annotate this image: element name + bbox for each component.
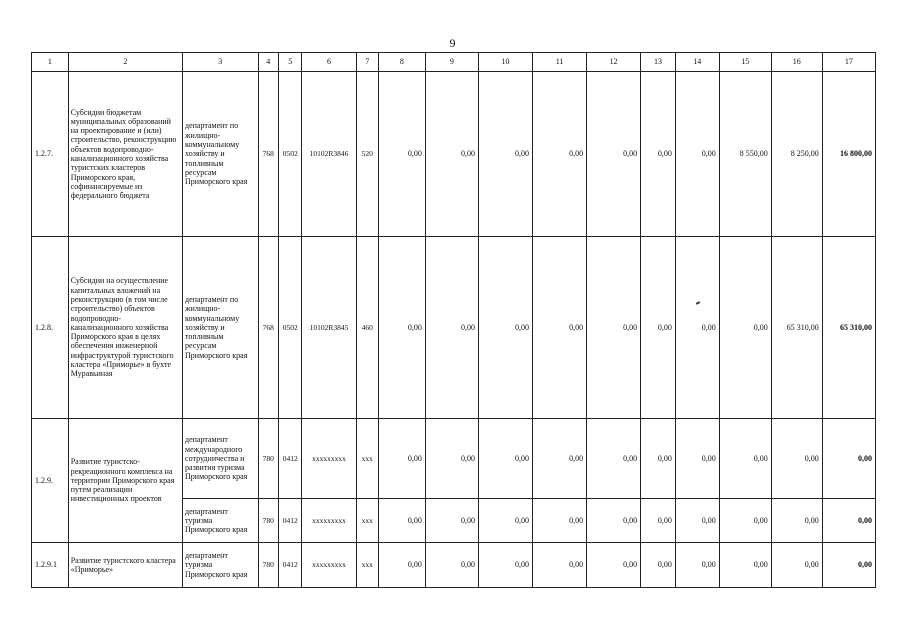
value-cell: 0,00	[641, 543, 676, 588]
value-cell: 0,00	[425, 419, 478, 499]
total-cell: 0,00	[822, 419, 875, 499]
code-section: 0412	[278, 499, 301, 543]
row-number: 1.2.7.	[32, 72, 69, 237]
value-cell: 0,00	[533, 543, 587, 588]
value-cell: 0,00	[675, 237, 719, 419]
column-header: 7	[356, 53, 378, 72]
row-executor: департамент по жилищно-коммунальному хозяйству и топливным ресурсам Приморского края	[183, 72, 259, 237]
value-cell: 0,00	[641, 72, 676, 237]
column-header: 16	[771, 53, 822, 72]
value-cell: 0,00	[675, 419, 719, 499]
value-cell: 0,00	[641, 419, 676, 499]
table-row	[32, 72, 876, 237]
column-header: 8	[378, 53, 425, 72]
value-cell: 0,00	[719, 419, 771, 499]
value-cell: 0,00	[771, 499, 822, 543]
code-expense-type: ххх	[356, 499, 378, 543]
header-row	[32, 53, 876, 72]
value-cell: 0,00	[719, 499, 771, 543]
column-header: 1	[32, 53, 69, 72]
value-cell: 0,00	[533, 237, 587, 419]
value-cell: 0,00	[425, 237, 478, 419]
value-cell: 0,00	[719, 237, 771, 419]
value-cell: 0,00	[771, 419, 822, 499]
value-cell: 0,00	[478, 237, 532, 419]
value-cell: 0,00	[587, 499, 641, 543]
column-header: 12	[587, 53, 641, 72]
value-cell: 0,00	[378, 419, 425, 499]
column-header: 14	[675, 53, 719, 72]
code-ministry: 780	[258, 543, 278, 588]
value-cell: 0,00	[378, 72, 425, 237]
table-row	[32, 543, 876, 588]
total-cell: 16 800,00	[822, 72, 875, 237]
column-header: 10	[478, 53, 532, 72]
code-target: 10102R3846	[302, 72, 356, 237]
code-ministry: 780	[258, 419, 278, 499]
value-cell: 0,00	[378, 237, 425, 419]
value-cell: 0,00	[587, 72, 641, 237]
row-executor: департамент туризма Приморского края	[183, 543, 259, 588]
value-cell: 0,00	[425, 543, 478, 588]
column-header: 9	[425, 53, 478, 72]
total-cell: 65 310,00	[822, 237, 875, 419]
code-ministry: 768	[258, 72, 278, 237]
value-cell: 0,00	[771, 543, 822, 588]
value-cell: 0,00	[478, 72, 532, 237]
code-target: ххххххххх	[302, 419, 356, 499]
row-executor: департамент туризма Приморского края	[183, 499, 259, 543]
row-title: Развитие туристско-рекреационного комплекса на территории Приморского края путем реализации инвестиционных проектов	[68, 419, 182, 543]
value-cell: 0,00	[719, 543, 771, 588]
code-target: ххххххххх	[302, 499, 356, 543]
row-executor: департамент по жилищно-коммунальному хозяйству и топливным ресурсам Приморского края	[183, 237, 259, 419]
page-number: 9	[449, 36, 456, 50]
code-section: 0412	[278, 543, 301, 588]
budget-table	[31, 52, 876, 588]
row-executor: департамент международного сотрудничества и развития туризма Приморского края	[183, 419, 259, 499]
value-cell: 0,00	[478, 499, 532, 543]
row-title: Субсидии бюджетам муниципальных образований на проектирование и (или) строительство, реконструкцию объектов водопроводно-канализационного хозяйства туристских кластеров Приморского края, софинансируемые из федерального бюджета	[68, 72, 182, 237]
code-target: ххххххххх	[302, 543, 356, 588]
value-cell: 0,00	[641, 237, 676, 419]
column-header: 4	[258, 53, 278, 72]
value-cell: 0,00	[641, 499, 676, 543]
total-cell: 0,00	[822, 543, 875, 588]
value-cell: 8 250,00	[771, 72, 822, 237]
value-cell: 0,00	[587, 543, 641, 588]
value-cell: 0,00	[675, 72, 719, 237]
code-expense-type: 460	[356, 237, 378, 419]
value-cell: 0,00	[533, 419, 587, 499]
value-cell: 0,00	[587, 237, 641, 419]
row-title: Развитие туристского кластера «Приморье»	[68, 543, 182, 588]
code-section: 0502	[278, 72, 301, 237]
row-title: Субсидии на осуществление капитальных вложений на реконструкцию (в том числе строительство) объектов водопроводно-канализационного хозяйства Приморского края в целях обеспечения инженерной инфраструктурой туристского кластера «Приморье» в бухте Муравьиная	[68, 237, 182, 419]
code-section: 0502	[278, 237, 301, 419]
value-cell: 65 310,00	[771, 237, 822, 419]
code-ministry: 768	[258, 237, 278, 419]
value-cell: 0,00	[478, 543, 532, 588]
column-header: 15	[719, 53, 771, 72]
value-cell: 0,00	[378, 543, 425, 588]
column-header: 6	[302, 53, 356, 72]
code-expense-type: ххх	[356, 543, 378, 588]
value-cell: 0,00	[533, 499, 587, 543]
value-cell: 0,00	[675, 543, 719, 588]
row-number: 1.2.9.1	[32, 543, 69, 588]
code-expense-type: 520	[356, 72, 378, 237]
total-cell: 0,00	[822, 499, 875, 543]
table-row	[32, 237, 876, 419]
column-header: 2	[68, 53, 182, 72]
column-header: 3	[183, 53, 259, 72]
value-cell: 0,00	[587, 419, 641, 499]
value-cell: 0,00	[675, 499, 719, 543]
column-header: 5	[278, 53, 301, 72]
code-expense-type: ххх	[356, 419, 378, 499]
code-section: 0412	[278, 419, 301, 499]
row-number: 1.2.8.	[32, 237, 69, 419]
code-ministry: 780	[258, 499, 278, 543]
value-cell: 0,00	[425, 72, 478, 237]
value-cell: 0,00	[478, 419, 532, 499]
column-header: 11	[533, 53, 587, 72]
column-header: 13	[641, 53, 676, 72]
value-cell: 0,00	[533, 72, 587, 237]
value-cell: 0,00	[425, 499, 478, 543]
value-cell: 0,00	[378, 499, 425, 543]
table-row	[32, 419, 876, 499]
row-number: 1.2.9.	[32, 419, 69, 543]
value-cell: 8 550,00	[719, 72, 771, 237]
column-header: 17	[822, 53, 875, 72]
code-target: 10102R3845	[302, 237, 356, 419]
